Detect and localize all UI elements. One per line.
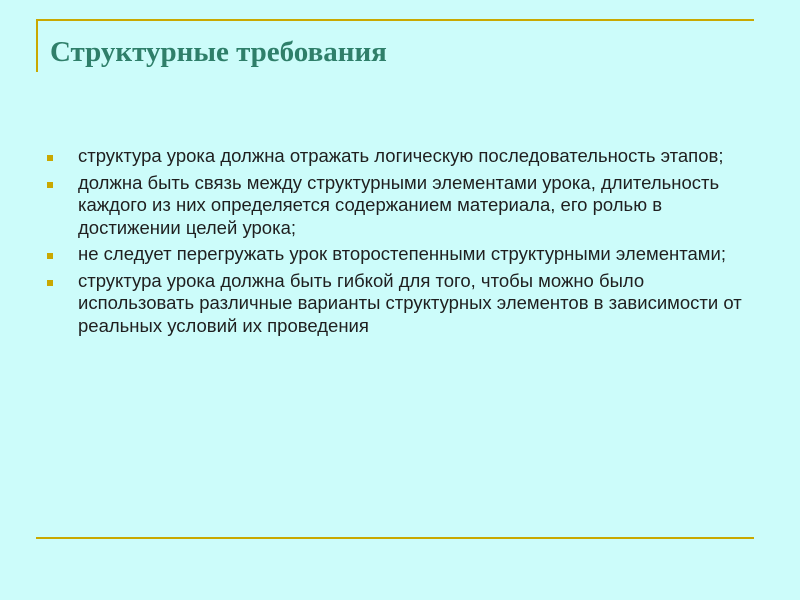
top-rule <box>36 19 754 21</box>
square-bullet-icon <box>47 280 53 286</box>
bullet-text-3: не следует перегружать урок второстепенными структурными элементами; <box>78 243 726 264</box>
square-bullet-icon <box>47 155 53 161</box>
square-bullet-icon <box>47 182 53 188</box>
bullet-item-4 <box>44 270 744 338</box>
bullet-item-1 <box>44 145 744 168</box>
bullet-item-2 <box>44 172 744 240</box>
bullet-list <box>44 145 744 341</box>
bullet-text-2: должна быть связь между структурными элементами урока, длительность каждого из них определяется содержанием материала, его ролью в достижении целей урока; <box>78 171 720 238</box>
bullet-item-3 <box>44 243 744 266</box>
bottom-rule <box>36 537 754 539</box>
slide-title: Структурные требования <box>50 36 387 68</box>
bullet-text-1: структура урока должна отражать логическую последовательность этапов; <box>78 145 724 166</box>
bullet-text-4: структура урока должна быть гибкой для того, чтобы можно было использовать различные варианты структурных элементов в зависимости от реальных условий их проведения <box>78 269 742 336</box>
left-rule <box>36 19 38 72</box>
square-bullet-icon <box>47 253 53 259</box>
